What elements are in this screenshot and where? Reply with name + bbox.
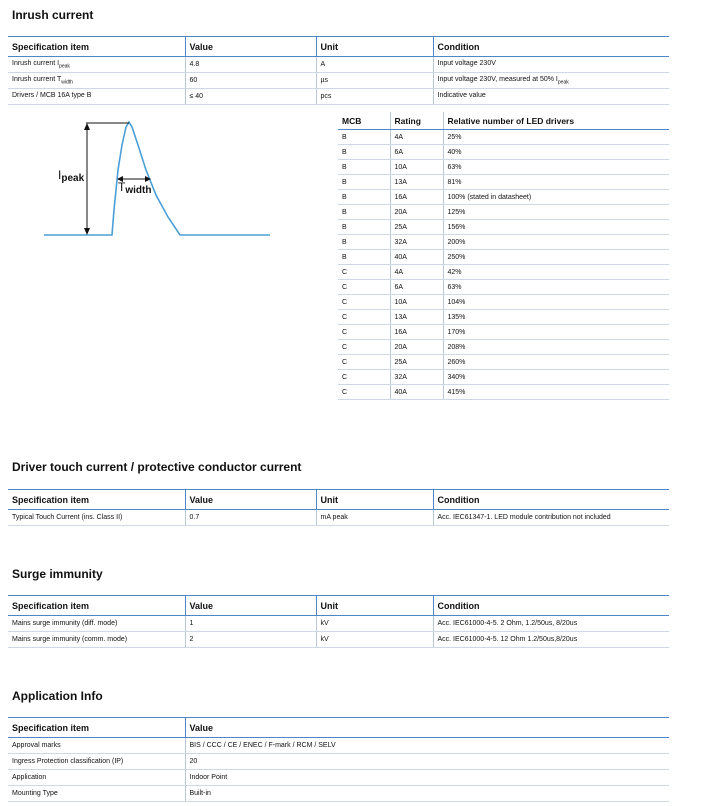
- cell-relative-number: 63%: [443, 280, 669, 295]
- cell-mcb: B: [338, 130, 390, 145]
- cell-rating: 20A: [390, 205, 443, 220]
- header-unit: Unit: [316, 37, 433, 57]
- cell-item: Inrush current $T_{width}$: [8, 73, 185, 89]
- cell-item: Inrush current $I_{peak}$: [8, 57, 185, 73]
- cell-rating: 20A: [390, 340, 443, 355]
- cell-rating: 40A: [390, 385, 443, 400]
- cell-unit: kV: [316, 632, 433, 648]
- cell-value: 4.8: [185, 57, 316, 73]
- cell-relative-number: 42%: [443, 265, 669, 280]
- table-row: [8, 616, 669, 632]
- cell-unit: kV: [316, 616, 433, 632]
- header-condition: Condition: [433, 596, 669, 616]
- table-header-row: [338, 112, 669, 130]
- cell-relative-number: 260%: [443, 355, 669, 370]
- cell-rating: 4A: [390, 130, 443, 145]
- header-value: Value: [185, 596, 316, 616]
- mcb-row: [338, 190, 669, 205]
- table-header-row: [8, 37, 669, 57]
- cell-mcb: C: [338, 265, 390, 280]
- cell-rating: 10A: [390, 295, 443, 310]
- cell-mcb: C: [338, 325, 390, 340]
- header-spec-item: Specification item: [8, 490, 185, 510]
- cell-condition: Acc. IEC61347-1. LED module contribution not included: [433, 510, 669, 526]
- header-spec-item: Specification item: [8, 718, 185, 738]
- cell-rating: 32A: [390, 370, 443, 385]
- cell-relative-number: 125%: [443, 205, 669, 220]
- cell-value: Built-in: [185, 786, 669, 802]
- cell-item: Drivers / MCB 16A type B: [8, 89, 185, 105]
- mcb-row: [338, 370, 669, 385]
- inrush-title: Inrush current: [12, 8, 94, 22]
- mcb-row: [338, 355, 669, 370]
- header-spec-item: Specification item: [8, 37, 185, 57]
- header-unit: Unit: [316, 490, 433, 510]
- header-rating: Rating: [390, 112, 443, 130]
- cell-item: Ingress Protection classification (IP): [8, 754, 185, 770]
- cell-rating: 4A: [390, 265, 443, 280]
- cell-relative-number: 100% (stated in datasheet): [443, 190, 669, 205]
- mcb-table: [338, 112, 669, 400]
- cell-rating: 25A: [390, 220, 443, 235]
- arrow-head-top: [84, 123, 90, 130]
- cell-relative-number: 63%: [443, 160, 669, 175]
- cell-mcb: B: [338, 250, 390, 265]
- cell-rating: 16A: [390, 325, 443, 340]
- header-condition: Condition: [433, 37, 669, 57]
- cell-relative-number: 104%: [443, 295, 669, 310]
- peak-label: Ipeak: [58, 168, 85, 184]
- table-row: [8, 770, 669, 786]
- app-title: Application Info: [12, 689, 103, 703]
- mcb-row: [338, 385, 669, 400]
- cell-value: 60: [185, 73, 316, 89]
- cell-unit: mA peak: [316, 510, 433, 526]
- cell-rating: 6A: [390, 280, 443, 295]
- table-row: [8, 73, 669, 89]
- cell-value: Indoor Point: [185, 770, 669, 786]
- cell-rating: 32A: [390, 235, 443, 250]
- cell-item: Application: [8, 770, 185, 786]
- cell-mcb: C: [338, 310, 390, 325]
- cell-mcb: C: [338, 295, 390, 310]
- table-row: [8, 510, 669, 526]
- cell-unit: pcs: [316, 89, 433, 105]
- cell-rating: 16A: [390, 190, 443, 205]
- cell-mcb: C: [338, 385, 390, 400]
- table-row: [8, 786, 669, 802]
- cell-condition: Acc. IEC61000-4-5. 2 Ohm, 1.2/50us, 8/20us: [433, 616, 669, 632]
- cell-mcb: B: [338, 190, 390, 205]
- touch-title: Driver touch current / protective conductor current: [12, 460, 302, 474]
- mcb-row: [338, 235, 669, 250]
- cell-relative-number: 40%: [443, 145, 669, 160]
- cell-mcb: B: [338, 145, 390, 160]
- table-row: [8, 57, 669, 73]
- cell-mcb: B: [338, 175, 390, 190]
- mcb-row: [338, 340, 669, 355]
- header-condition: Condition: [433, 490, 669, 510]
- header-value: Value: [185, 490, 316, 510]
- mcb-row: [338, 325, 669, 340]
- cell-item: Typical Touch Current (ins. Class II): [8, 510, 185, 526]
- table-header-row: [8, 596, 669, 616]
- cell-value: 2: [185, 632, 316, 648]
- cell-rating: 13A: [390, 175, 443, 190]
- cell-item: Mounting Type: [8, 786, 185, 802]
- mcb-row: [338, 250, 669, 265]
- cell-rating: 6A: [390, 145, 443, 160]
- mcb-row: [338, 220, 669, 235]
- cell-item: Mains surge immunity (diff. mode): [8, 616, 185, 632]
- table-header-row: [8, 490, 669, 510]
- cell-value: ≤ 40: [185, 89, 316, 105]
- header-relative-number: Relative number of LED drivers: [443, 112, 669, 130]
- cell-relative-number: 415%: [443, 385, 669, 400]
- cell-value: BIS / CCC / CE / ENEC / F-mark / RCM / SELV: [185, 738, 669, 754]
- header-spec-item: Specification item: [8, 596, 185, 616]
- arrow-head-bottom: [84, 228, 90, 235]
- cell-mcb: C: [338, 340, 390, 355]
- mcb-row: [338, 145, 669, 160]
- cell-relative-number: 170%: [443, 325, 669, 340]
- cell-value: 1: [185, 616, 316, 632]
- table-row: [8, 738, 669, 754]
- cell-rating: 25A: [390, 355, 443, 370]
- table-row: [8, 754, 669, 770]
- cell-condition: Input voltage 230V, measured at 50% $I_{peak}$: [433, 73, 669, 89]
- cell-rating: 10A: [390, 160, 443, 175]
- cell-relative-number: 135%: [443, 310, 669, 325]
- cell-relative-number: 156%: [443, 220, 669, 235]
- mcb-row: [338, 175, 669, 190]
- cell-mcb: C: [338, 280, 390, 295]
- header-value: Value: [185, 718, 669, 738]
- mcb-row: [338, 295, 669, 310]
- cell-condition: Input voltage 230V: [433, 57, 669, 73]
- header-mcb: MCB: [338, 112, 390, 130]
- cell-relative-number: 340%: [443, 370, 669, 385]
- cell-mcb: C: [338, 355, 390, 370]
- surge-title: Surge immunity: [12, 567, 103, 581]
- cell-relative-number: 200%: [443, 235, 669, 250]
- mcb-row: [338, 280, 669, 295]
- cell-mcb: B: [338, 220, 390, 235]
- cell-relative-number: 250%: [443, 250, 669, 265]
- cell-rating: 40A: [390, 250, 443, 265]
- app-spec-table: [8, 717, 669, 802]
- header-unit: Unit: [316, 596, 433, 616]
- mcb-row: [338, 265, 669, 280]
- cell-item: Mains surge immunity (comm. mode): [8, 632, 185, 648]
- cell-value: 20: [185, 754, 669, 770]
- cell-mcb: B: [338, 160, 390, 175]
- mcb-row: [338, 160, 669, 175]
- table-row: [8, 632, 669, 648]
- cell-item: Approval marks: [8, 738, 185, 754]
- cell-rating: 13A: [390, 310, 443, 325]
- mcb-row: [338, 310, 669, 325]
- cell-value: 0.7: [185, 510, 316, 526]
- cell-mcb: B: [338, 235, 390, 250]
- inrush-spec-table: [8, 36, 669, 105]
- cell-relative-number: 81%: [443, 175, 669, 190]
- mcb-row: [338, 205, 669, 220]
- touch-spec-table: [8, 489, 669, 526]
- cell-relative-number: 208%: [443, 340, 669, 355]
- width-label: Twidth: [118, 180, 152, 196]
- inrush-pulse-diagram: [40, 115, 280, 245]
- cell-mcb: C: [338, 370, 390, 385]
- cell-unit: µs: [316, 73, 433, 89]
- cell-mcb: B: [338, 205, 390, 220]
- table-row: [8, 89, 669, 105]
- cell-relative-number: 25%: [443, 130, 669, 145]
- cell-unit: A: [316, 57, 433, 73]
- header-value: Value: [185, 37, 316, 57]
- surge-spec-table: [8, 595, 669, 648]
- mcb-row: [338, 130, 669, 145]
- table-header-row: [8, 718, 669, 738]
- cell-condition: Acc. IEC61000-4-5. 12 Ohm 1.2/50us,8/20us: [433, 632, 669, 648]
- cell-condition: Indicative value: [433, 89, 669, 105]
